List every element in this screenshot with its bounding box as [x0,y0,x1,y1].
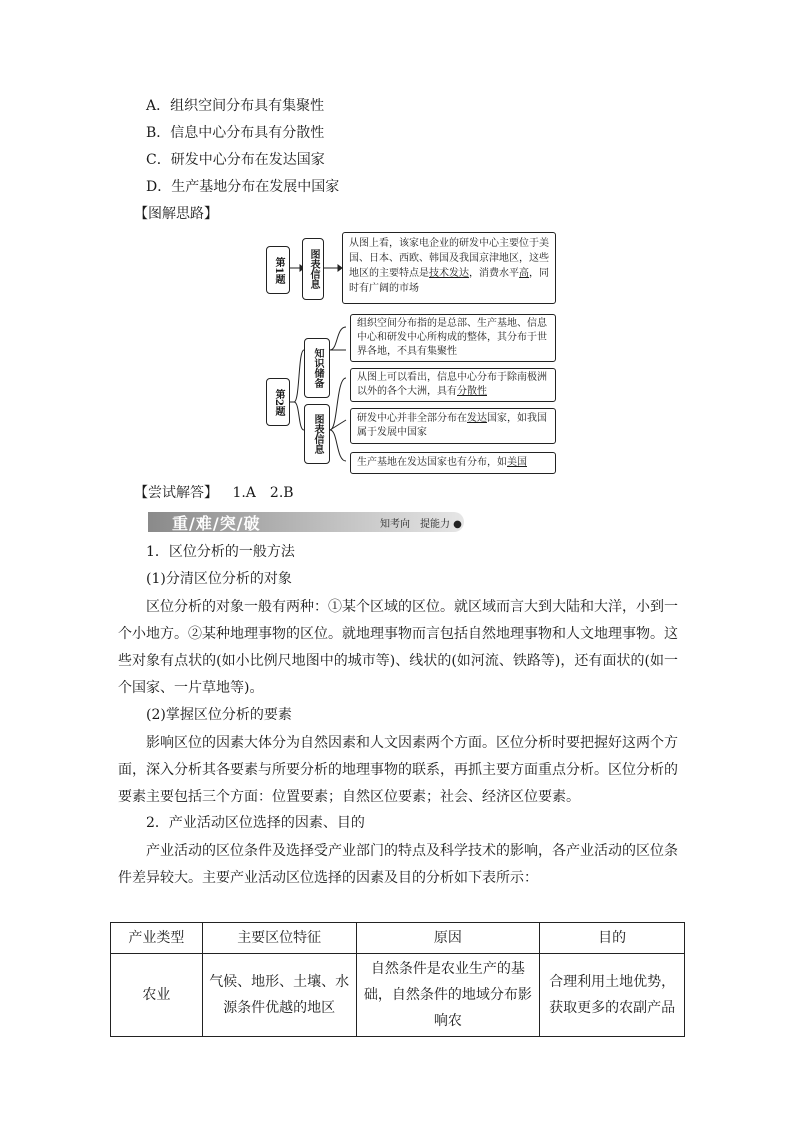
q2-info-text-3: 生产基地在发达国家也有分布，如美国 [350,452,556,474]
q2-info-text-1: 从图上可以看出，信息中心分布于除南极洲以外的各个大洲，具有分散性 [350,368,556,402]
paragraph-1: 区位分析的对象一般有两种：①某个区域的区位。就区域而言大到大陆和大洋，小到一个小地方。②某种地理事物的区位。就地理事物而言包括自然地理事物和人文地理事物。这些对象有点状的(如小比例尺地图中的城市等)、线状的(如河流、铁路等)，还有面状的(如一个国家、一片草地等)。 [118,599,678,696]
table-header: 产业类型 [111,923,203,954]
table-header: 原因 [356,923,540,954]
table-row [111,954,685,1037]
answer-line [134,483,294,503]
table-cell-reason: 自然条件是农业生产的基础，自然条件的地域分布影响农 [356,954,540,1037]
option-b: B．信息中心分布具有分散性 [146,125,325,141]
option-c: C．研发中心分布在发达国家 [146,152,325,168]
industry-location-table [110,922,685,1037]
q2-label: 第2题 [266,378,290,426]
table-header: 主要区位特征 [202,923,356,954]
option-d: D．生产基地分布在发展中国家 [146,179,340,195]
table-cell-type: 农业 [111,954,203,1037]
heading-1: 1．区位分析的一般方法 [146,544,295,560]
q2-knowledge-box: 知识储备 [304,338,330,398]
paragraph-3: 产业活动的区位条件及选择受产业部门的特点及科学技术的影响，各产业活动的区位条件差异较大。主要产业活动区位选择的因素及目的分析如下表所示： [118,843,678,886]
q1-explanation: 从图上看，该家电企业的研发中心主要位于美国、日本、西欧、韩国及我国京津地区，这些地区的主要特点是技术发达，消费水平高，同时有广阔的市场 [342,232,556,304]
q2-knowledge-text: 组织空间分布指的是总部、生产基地、信息中心和研发中心所构成的整体，其分布于世界各地，不具有集聚性 [350,314,556,362]
heading-1a: (1)分清区位分析的对象 [146,571,292,587]
answer-text: 1.A 2.B [232,485,294,501]
table-cell-feature: 气候、地形、土壤、水源条件优越的地区 [202,954,356,1037]
diagram-heading: 【图解思路】 [134,206,218,222]
table-header-row [111,923,685,954]
table-cell-goal: 合理利用土地优势，获取更多的农副产品 [540,954,685,1037]
answer-label: 【尝试解答】 [134,485,218,501]
heading-2: 2．产业活动区位选择的因素、目的 [146,815,365,831]
table-header: 目的 [540,923,685,954]
q2-info-text-2: 研发中心并非全部分布在发达国家，如我国属于发展中国家 [350,408,556,444]
paragraph-2: 影响区位的因素大体分为自然因素和人文因素两个方面。区位分析时要把握好这两个方面，深入分析其各要素与所要分析的地理事物的联系，再抓主要方面重点分析。区位分析的要素主要包括三个方面：位置要素；自然区位要素；社会、经济区位要素。 [118,735,678,805]
q1-label: 第1题 [266,246,290,294]
heading-1b: (2)掌握区位分析的要素 [146,707,292,723]
section-band-tag: 知考向 提能力 ● [380,519,462,530]
q2-chart-info: 图表信息 [304,404,330,464]
section-band-title: 重/难/突/破 [172,514,261,533]
option-a: A．组织空间分布具有集聚性 [146,98,325,114]
q1-chart-info: 图表信息 [302,238,324,300]
